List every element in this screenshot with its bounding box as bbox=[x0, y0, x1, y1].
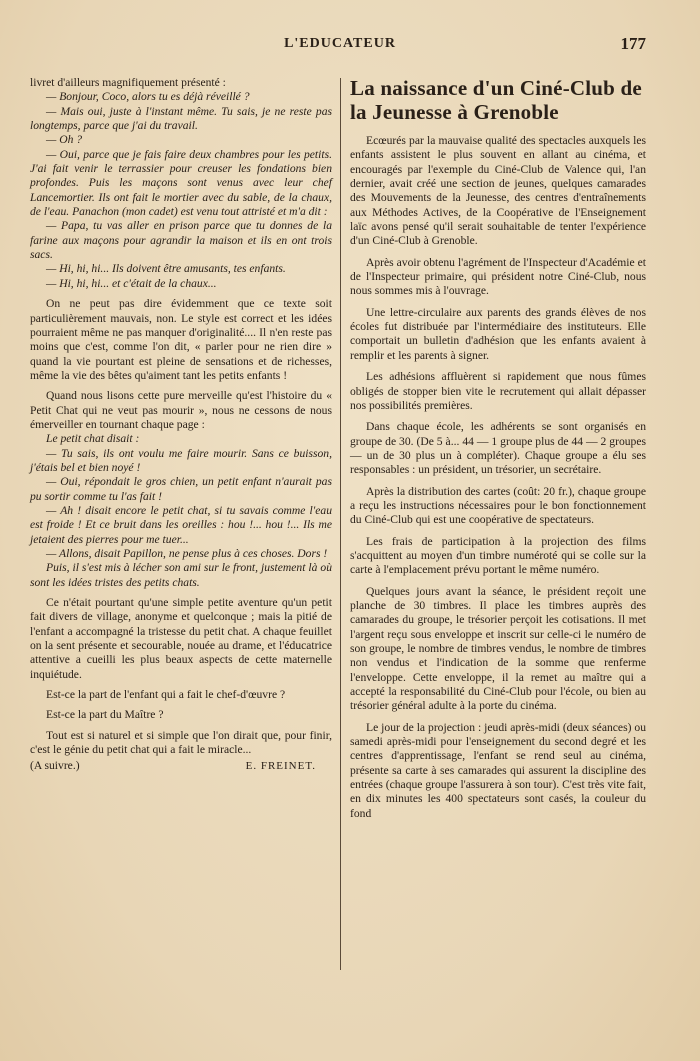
body-paragraph: Dans chaque école, les adhérents se sont organisés en groupe de 30. (De 5 à... 44 — 1 groupe plus de 44 — 2 groupes — un de 30 plus un à compléter). Chaque groupe a élu ses responsables : un président, un trésorier, un secrétaire. bbox=[350, 420, 646, 477]
body-paragraph: Quelques jours avant la séance, le président reçoit une planche de 30 timbres. Il place les timbres auprès des camarades du groupe, le trésorier perçoit les cotisations. Il met l'argent reçu sous enveloppe et inscrit sur celle-ci le numéro de son groupe, le nombre de timbres vendus, le nombre de timbres non vendus et l'indication de la somme que renferme l'enveloppe. Cette enveloppe, il la remet au maître qui a accepté la responsabilité du Ciné-Club pour l'école, ou bien au trésorier général adulte à la porte du cinéma. bbox=[350, 584, 646, 713]
dialogue-paragraph: Puis, il s'est mis à lécher son ami sur le front, justement là où sont les idées tristes des petits chats. bbox=[30, 561, 332, 589]
body-paragraph: Le jour de la projection : jeudi après-midi (deux séances) ou samedi après-midi pour l'enseignement du second degré et les centres d'apprentissage, l'enfant se rend seul au cinéma, présente sa carte à ses camarades qui assurent la discipline des entrées (chaque groupe l'assurera à son tour). C'est très vite fait, en dix minutes les 400 spectateurs sont casés, la couleur du fond bbox=[350, 720, 646, 820]
body-paragraph: Ecœurés par la mauvaise qualité des spectacles auxquels les enfants assistent le plus souvent en allant au cinéma, et encouragés par l'exemple du Ciné-Club de Valence qui, l'an dernier, avait créé une section de jeunes, quelques camarades des Mouvements de la Jeunesse, des centres d'entraînements aux Méthodes Actives, de la Coopérative de l'Enseignement laïc avons pensé qu'il serait souhaitable de tenter l'expérience d'un Ciné-Club à Grenoble. bbox=[350, 134, 646, 248]
body-paragraph: Une lettre-circulaire aux parents des grands élèves de nos écoles fut distribuée par l'intermédiaire des instituteurs. Elle comportait un bulletin d'adhésion que les enfants avaient à remplir et les parents à signer. bbox=[350, 305, 646, 362]
article-signature bbox=[30, 759, 332, 773]
dialogue-paragraph: — Mais oui, juste à l'instant même. Tu sais, je ne reste pas longtemps, parce que j'ai du travail. bbox=[30, 104, 332, 133]
left-column bbox=[30, 76, 332, 774]
body-paragraph: Est-ce la part de l'enfant qui a fait le chef-d'œuvre ? bbox=[46, 688, 286, 702]
column-divider bbox=[340, 78, 341, 970]
dialogue-paragraph: — Tu sais, ils ont voulu me faire mourir. Sans ce buisson, j'étais bel et bien noyé ! bbox=[30, 446, 332, 474]
left-article-body bbox=[30, 76, 332, 757]
to-be-continued: (A suivre.) bbox=[30, 759, 80, 773]
body-paragraph: On ne peut pas dire évidemment que ce texte soit particulièrement mauvais, non. Le style est correct et les idées pourraient même ne pas manquer d'originalité.... Il n'en reste pas moins que c'est, comme l'on dit, « parler pour ne rien dire » quand la vie pourtant est pleine de sensations et de richesses, même la vie des bêtes qu'aiment tant les petits enfants ! bbox=[30, 297, 332, 382]
article-author: E. FREINET. bbox=[245, 760, 316, 773]
dialogue-paragraph: — Allons, disait Papillon, ne pense plus à ces choses. Dors ! bbox=[46, 547, 328, 560]
dialogue-paragraph: — Ah ! disait encore le petit chat, si tu savais comme l'eau est froide ! Et ce bruit dans les oreilles : hou !... hou !... Ils me jetaient des pierres pour me tuer... bbox=[30, 503, 332, 546]
article-title: La naissance d'un Ciné-Club de la Jeunesse à Grenoble bbox=[350, 76, 642, 124]
dialogue-paragraph: — Oui, parce que je fais faire deux chambres pour les petits. J'ai fait venir le terrassier pour creuser les fondations bien profondes. Puis les maçons sont venus avec leur chef Lancemortier. Ils ont fait le mortier avec du sable, de la chaux, de l'eau. Panachon (mon cadet) est venu tout attristé et m'a dit : bbox=[30, 147, 332, 219]
body-paragraph: Après la distribution des cartes (coût: 20 fr.), chaque groupe a reçu les instructions nécessaires pour le bon fonctionnement du Ciné-Club qui est une coopérative de spectateurs. bbox=[350, 484, 646, 527]
dialogue-paragraph: — Bonjour, Coco, alors tu es déjà réveillé ? bbox=[46, 90, 250, 104]
dialogue-paragraph: — Oh ? bbox=[46, 133, 83, 147]
body-paragraph: Après avoir obtenu l'agrément de l'Inspecteur d'Académie et de l'Inspecteur primaire, qui président notre Ciné-Club, nous nous sommes mis à l'ouvrage. bbox=[350, 255, 646, 298]
right-article-body bbox=[350, 134, 646, 821]
body-paragraph: livret d'ailleurs magnifiquement présenté : bbox=[30, 76, 226, 89]
dialogue-paragraph: — Papa, tu vas aller en prison parce que tu donnes de la farine aux maçons pour agrandir la maison et ils en ont trois sacs. bbox=[30, 219, 332, 262]
dialogue-paragraph: Le petit chat disait : bbox=[46, 432, 140, 446]
body-paragraph: Tout est si naturel et si simple que l'on dirait que, pour finir, c'est le génie du petit chat qui a fait le miracle... bbox=[30, 728, 332, 757]
journal-title: L'EDUCATEUR bbox=[284, 36, 396, 51]
body-paragraph: Ce n'était pourtant qu'une simple petite aventure qu'un petit fait divers de village, anonyme et quelconque ; mais la pitié de l'enfant a accompagné la tristesse du petit chat. A chaque feuillet on la sent présente et secourable, nouée au drame, et l'éducatrice attentive a cueilli les plus beaux aspects de cette maternelle inquiétude. bbox=[30, 596, 332, 681]
dialogue-paragraph: — Hi, hi, hi... et c'était de la chaux... bbox=[46, 276, 217, 290]
body-paragraph: Est-ce la part du Maître ? bbox=[46, 708, 164, 722]
body-paragraph: Les adhésions affluèrent si rapidement que nous fûmes obligés de stopper bien vite le recrutement qui allait dépasser nos possibilités premières. bbox=[350, 370, 646, 412]
body-paragraph: Quand nous lisons cette pure merveille qu'est l'histoire du « Petit Chat qui ne veut pas mourir », nous ne cessons de nous émerveiller en tournant chaque page : bbox=[30, 389, 332, 431]
page-number: 177 bbox=[620, 34, 646, 53]
body-paragraph: Les frais de participation à la projection des films s'acquittent au moyen d'un timbre numéroté qui se colle sur la carte à l'emplacement prévu portant le même numéro. bbox=[350, 534, 646, 577]
right-column bbox=[350, 76, 646, 828]
dialogue-paragraph: — Hi, hi, hi... Ils doivent être amusants, tes enfants. bbox=[46, 262, 286, 276]
dialogue-paragraph: — Oui, répondait le gros chien, un petit enfant n'aurait pas pu sortir comme tu l'as fait ! bbox=[30, 475, 332, 503]
page-header bbox=[30, 34, 650, 58]
